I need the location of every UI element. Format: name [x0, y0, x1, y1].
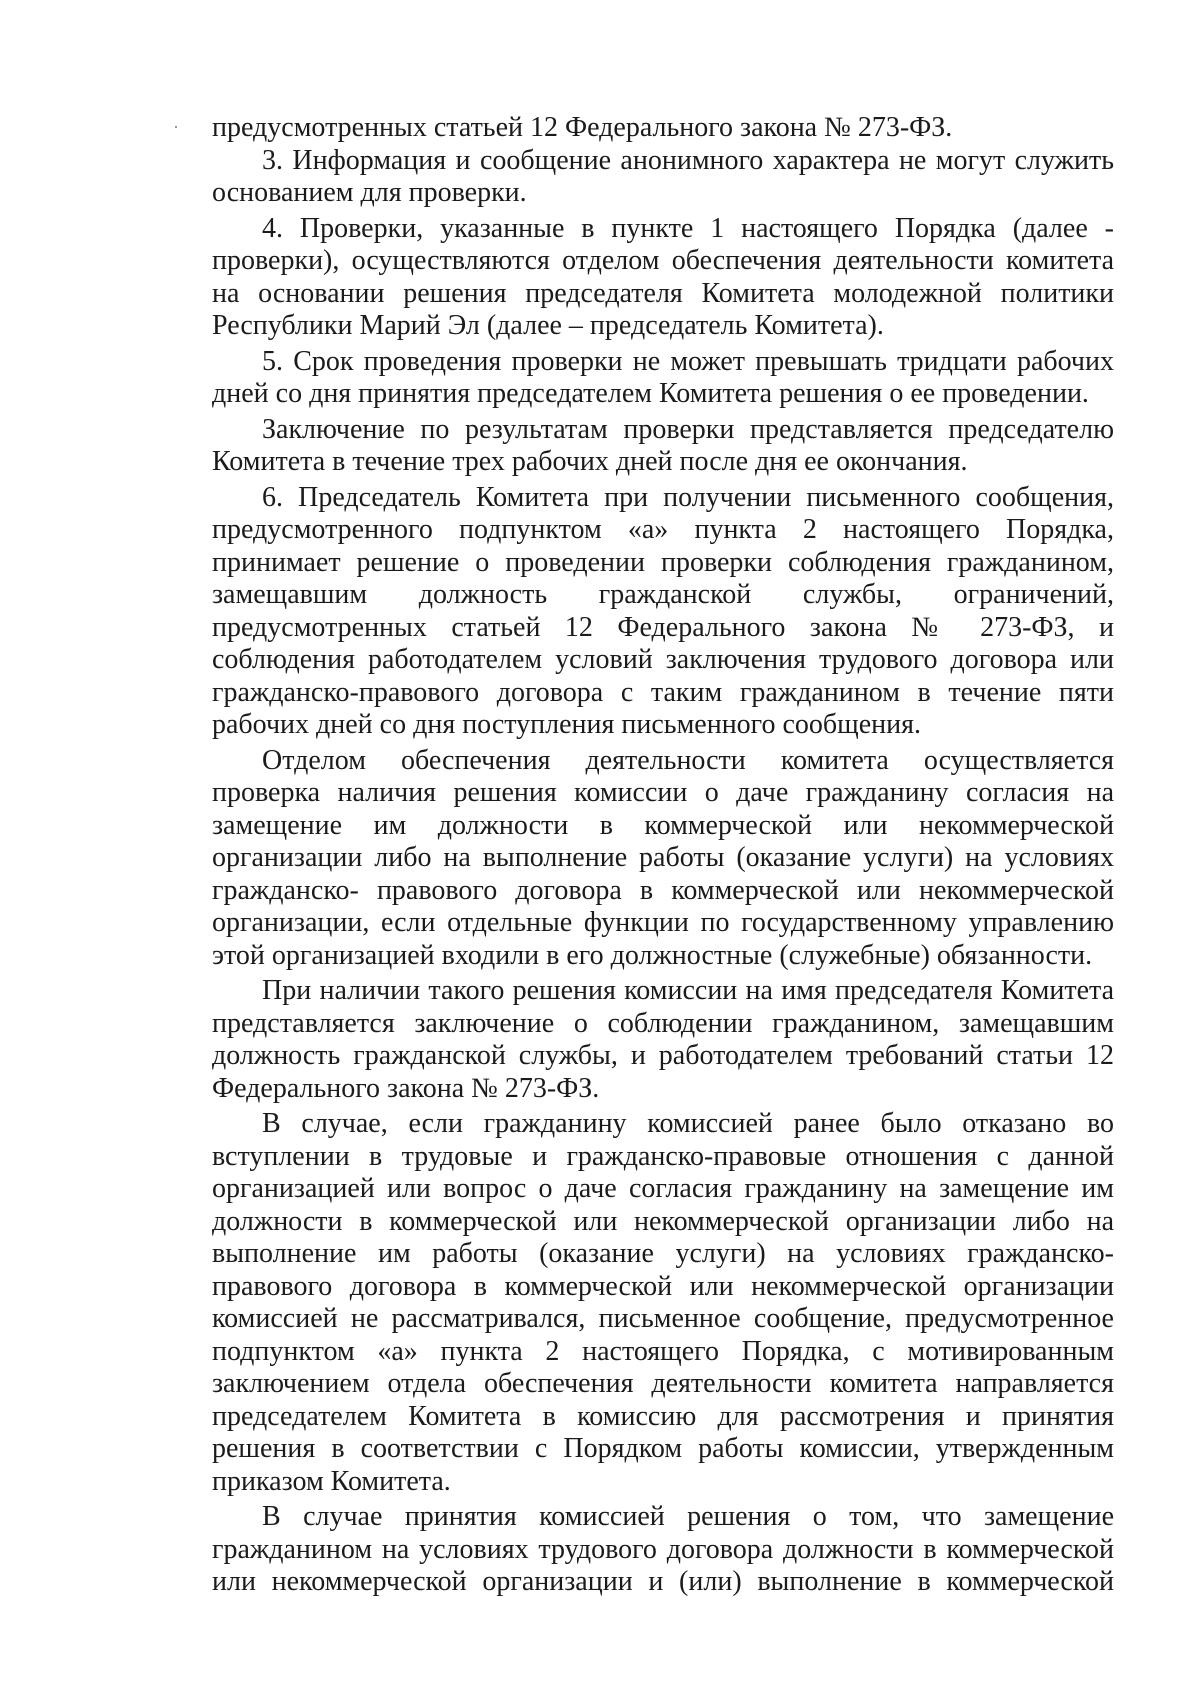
paragraph-item-4: 4. Проверки, указанные в пункте 1 настоящего Порядка (далее - проверки), осуществляются отделом обеспечения деятельности комитета на основании решения председателя Комитета молодежной политики Республики Марий Эл (далее – председатель Комитета). [212, 212, 1114, 341]
paragraph-item-6: 6. Председатель Комитета при получении письменного сообщения, предусмотренного подпунктом «а» пункта 2 настоящего Порядка, принимает решение о проведении проверки соблюдения гражданином, замещавшим должность гражданской службы, ограничений, предусмотренных статьей 12 Федерального закона № 273-ФЗ, и соблюдения работодателем условий заключения трудового договора или гражданско-правового договора с таким гражданином в течение пяти рабочих дней со дня поступления письменного сообщения. [212, 481, 1114, 740]
document-page [212, 112, 1114, 1599]
paragraph-item-3: 3. Информация и сообщение анонимного характера не могут служить основанием для проверки. [212, 144, 1114, 208]
paragraph-decision-accepted: В случае принятия комиссией решения о том, что замещение гражданином на условиях трудового договора должности в коммерческой или некоммерческой организации и (или) выполнение в коммерческой [212, 1501, 1114, 1597]
paragraph-department-check: Отделом обеспечения деятельности комитета осуществляется проверка наличия решения комиссии о даче гражданину согласия на замещение им должности в коммерческой или некоммерческой организации либо на выполнение работы (оказание услуги) на условиях гражданско- правового договора в коммерческой или некоммерческой организации, если отдельные функции по государственному управлению этой организацией входили в его должностные (служебные) обязанности. [212, 744, 1114, 971]
paragraph-item-5: 5. Срок проведения проверки не может превышать тридцати рабочих дней со дня принятия председателем Комитета решения о ее проведении. [212, 345, 1114, 409]
paragraph-continuation: предусмотренных статьей 12 Федерального закона № 273-ФЗ. [212, 112, 953, 143]
paragraph-decision-refused: В случае, если гражданину комиссией ранее было отказано во вступлении в трудовые и гражданско-правовые отношения с данной организацией или вопрос о даче согласия гражданину на замещение им должности в коммерческой или некоммерческой организации либо на выполнение им работы (оказание услуги) на условиях гражданско-правового договора в коммерческой или некоммерческой организации комиссией не рассматривался, письменное сообщение, предусмотренное подпунктом «а» пункта 2 настоящего Порядка, с мотивированным заключением отдела обеспечения деятельности комитета направляется председателем Комитета в комиссию для рассмотрения и принятия решения в соответствии с Порядком работы комиссии, утвержденным приказом Комитета. [212, 1108, 1114, 1497]
paragraph-decision-present: При наличии такого решения комиссии на имя председателя Комитета представляется заключение о соблюдении гражданином, замещавшим должность гражданской службы, и работодателем требований статьи 12 Федерального закона № 273-ФЗ. [212, 975, 1114, 1104]
scan-speck [175, 126, 177, 128]
paragraph-conclusion: Заключение по результатам проверки представляется председателю Комитета в течение трех рабочих дней после дня ее окончания. [212, 413, 1114, 477]
